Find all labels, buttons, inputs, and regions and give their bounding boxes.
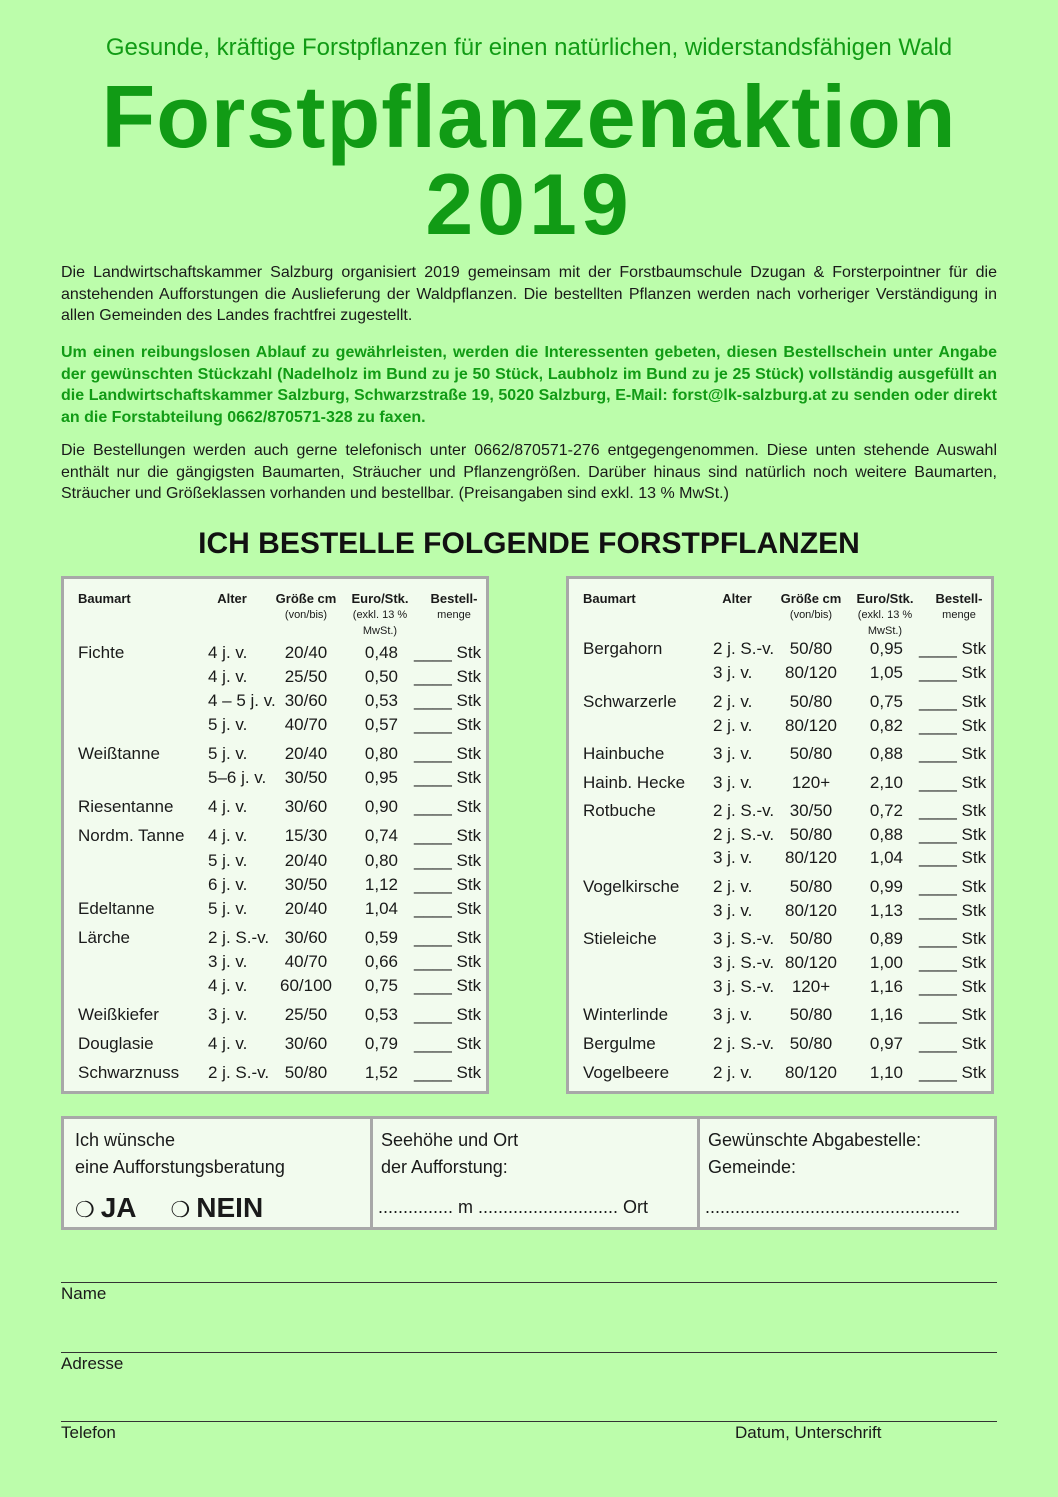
col-header-alter: Alter [722,591,752,606]
age-value: 2 j. v. [713,692,753,711]
table-row [64,824,486,848]
table-row [569,661,991,685]
quantity-field[interactable]: ____ Stk [919,877,987,896]
age-value: 2 j. S.-v. [713,639,775,658]
table-row [569,742,991,766]
size-value: 30/60 [284,1034,328,1053]
size-value: 30/60 [284,797,328,816]
size-value: 50/80 [789,639,833,658]
age-value: 3 j. v. [713,848,753,867]
table-row [569,690,991,714]
quantity-field[interactable]: ____ Stk [919,744,987,763]
col-header-baumart: Baumart [78,591,131,606]
quantity-field[interactable]: ____ Stk [919,929,987,948]
quantity-field[interactable]: ____ Stk [414,899,482,918]
price-value: 0,50 [364,667,398,686]
age-value: 4 j. v. [208,826,248,845]
delivery-fill-field[interactable]: ................................................... [705,1197,961,1217]
quantity-field[interactable]: ____ Stk [414,826,482,845]
size-value: 80/120 [785,848,837,867]
table-row [64,873,486,897]
species-name: Bergahorn [583,639,663,658]
delivery-line1: Gewünschte Abgabestelle: [708,1130,922,1150]
quantity-field[interactable]: ____ Stk [919,1005,987,1024]
col-header-euro: Euro/Stk. (exkl. 13 % MwSt.) [351,591,409,637]
deciduous-order-table [566,576,994,1094]
table-row [569,714,991,738]
age-value: 2 j. S.-v. [713,801,775,820]
col-header-menge: Bestell- menge [430,591,478,621]
delivery-cell [697,1119,994,1227]
quantity-field[interactable]: ____ Stk [414,851,482,870]
page-title: Forstpflanzenaktion [101,67,957,166]
table-row [64,950,486,974]
age-value: 3 j. v. [208,952,248,971]
size-value: 30/50 [284,875,328,894]
age-value: 4 – 5 j. v. [208,691,276,710]
price-value: 0,80 [364,744,398,763]
species-name: Nordm. Tanne [78,826,185,845]
size-value: 80/120 [785,1063,837,1082]
price-value: 2,10 [869,773,903,792]
table-row [569,846,991,870]
quantity-field[interactable]: ____ Stk [414,1063,482,1082]
size-value: 30/60 [284,928,328,947]
location-cell [370,1119,700,1227]
quantity-field[interactable]: ____ Stk [414,875,482,894]
price-value: 0,80 [364,851,398,870]
age-value: 3 j. v. [713,901,753,920]
price-value: 1,10 [869,1063,903,1082]
table-row [64,795,486,819]
species-name: Lärche [78,928,130,947]
tagline: Gesunde, kräftige Forstpflanzen für einen natürlichen, widerstandsfähigen Wald [105,34,953,61]
price-value: 1,16 [869,977,903,996]
age-value: 3 j. S.-v. [713,977,775,996]
species-name: Schwarznuss [78,1063,180,1082]
age-value: 3 j. v. [713,1005,753,1024]
age-value: 3 j. S.-v. [713,953,775,972]
table-row [569,927,991,951]
age-value: 5 j. v. [208,744,248,763]
order-heading: ICH BESTELLE FOLGENDE FORSTPFLANZEN [198,527,860,560]
table-row [64,713,486,737]
table-row [569,771,991,795]
age-value: 2 j. S.-v. [208,928,270,947]
price-value: 0,88 [869,744,903,763]
quantity-field[interactable]: ____ Stk [414,976,482,995]
col-header-alter: Alter [217,591,247,606]
species-name: Stieleiche [583,929,657,948]
radio-circle-icon[interactable]: ❍ [170,1197,191,1222]
price-value: 0,57 [364,715,398,734]
age-value: 3 j. v. [713,773,753,792]
quantity-field[interactable]: ____ Stk [919,1063,987,1082]
size-value: 20/40 [284,643,328,662]
quantity-field[interactable]: ____ Stk [919,692,987,711]
species-name: Schwarzerle [583,692,677,711]
species-name: Douglasie [78,1034,154,1053]
table-row [569,951,991,975]
species-name: Weißkiefer [78,1005,159,1024]
age-value: 4 j. v. [208,667,248,686]
delivery-label [708,1127,921,1181]
species-name: Hainbuche [583,744,665,763]
no-label: NEIN [196,1192,264,1223]
price-value: 0,48 [364,643,398,662]
age-value: 3 j. v. [713,744,753,763]
age-value: 2 j. v. [713,716,753,735]
price-value: 1,52 [364,1063,398,1082]
table-row [64,849,486,873]
table-row [569,823,991,847]
species-name: Fichte [78,643,125,662]
quantity-field[interactable]: ____ Stk [919,825,987,844]
no-option[interactable] [171,1192,264,1223]
quantity-field[interactable]: ____ Stk [414,715,482,734]
conifer-order-table [61,576,489,1094]
quantity-field[interactable]: ____ Stk [919,1034,987,1053]
price-value: 0,72 [869,801,903,820]
price-value: 0,66 [364,952,398,971]
age-value: 2 j. v. [713,877,753,896]
price-value: 1,00 [869,953,903,972]
species-name: Vogelkirsche [583,877,680,896]
size-value: 80/120 [785,716,837,735]
size-value: 40/70 [284,952,328,971]
species-name: Hainb. Hecke [583,773,686,792]
table-row [569,975,991,999]
quantity-field[interactable]: ____ Stk [414,667,482,686]
order-details-box [61,1116,997,1230]
table-row [569,875,991,899]
info-paragraph: Die Bestellungen werden auch gerne telefonisch unter 0662/870571-276 entgegengenommen. Diese unten stehende Auswahl enthält nur die gängigsten Baumarten, Sträucher und Pflanzengrößen. Darüber hinaus sind natürlich noch weitere Baumarten, Sträucher und Größeklassen vorhanden und bestellbar. (Preisangaben sind exkl. 13 % MwSt.) [61,442,997,502]
col-header-menge: Bestell- menge [935,591,983,621]
price-value: 0,79 [364,1034,398,1053]
price-value: 0,59 [364,928,398,947]
price-value: 0,90 [364,797,398,816]
size-value: 20/40 [284,899,328,918]
price-value: 1,04 [364,899,398,918]
age-value: 2 j. S.-v. [713,825,775,844]
page-year: 2019 [425,157,633,253]
age-value: 3 j. S.-v. [713,929,775,948]
species-name: Rotbuche [583,801,656,820]
quantity-field[interactable]: ____ Stk [414,643,482,662]
age-value: 5 j. v. [208,715,248,734]
price-value: 0,89 [869,929,903,948]
quantity-field[interactable]: ____ Stk [919,639,987,658]
table-row [64,641,486,665]
age-value: 6 j. v. [208,875,248,894]
quantity-field[interactable]: ____ Stk [919,953,987,972]
size-value: 50/80 [789,1034,833,1053]
yes-label: JA [100,1192,137,1223]
species-name: Vogelbeere [583,1063,670,1082]
yes-option[interactable] [75,1192,137,1223]
size-value: 30/60 [284,691,328,710]
species-name: Weißtanne [78,744,160,763]
species-name: Edeltanne [78,899,155,918]
address-label: Adresse [61,1354,124,1373]
size-value: 50/80 [284,1063,328,1082]
quantity-field[interactable]: ____ Stk [919,848,987,867]
size-value: 50/80 [789,1005,833,1024]
species-name: Bergulme [583,1034,656,1053]
size-value: 80/120 [785,663,837,682]
quantity-field[interactable]: ____ Stk [414,1034,482,1053]
table-row [569,637,991,661]
age-value: 4 j. v. [208,976,248,995]
price-value: 0,95 [869,639,903,658]
size-value: 50/80 [789,744,833,763]
quantity-field[interactable]: ____ Stk [414,744,482,763]
size-value: 80/120 [785,901,837,920]
size-value: 120+ [791,977,831,996]
quantity-field[interactable]: ____ Stk [414,952,482,971]
age-value: 2 j. S.-v. [208,1063,270,1082]
table-row [64,1003,486,1027]
price-value: 1,05 [869,663,903,682]
price-value: 0,74 [364,826,398,845]
table-row [569,1032,991,1056]
size-value: 30/50 [284,768,328,787]
price-value: 0,75 [869,692,903,711]
quantity-field[interactable]: ____ Stk [919,977,987,996]
price-value: 0,88 [869,825,903,844]
size-value: 50/80 [789,692,833,711]
consultation-cell [64,1119,373,1227]
instruction-paragraph: Um einen reibungslosen Ablauf zu gewährleisten, werden die Interessenten gebeten, diesen Bestellschein unter Angabe der gewünschten Stückzahl (Nadelholz im Bund zu je 50 Stück, Laubholz im Bund zu je 25 Stück) vollständig ausgefüllt an die Landwirtschaftskammer Salzburg, Schwarzstraße 19, 5020 Salzburg, E-Mail: forst@lk-salzburg.at zu senden oder direkt an die Forstabteilung 0662/870571-328 zu faxen. [61,344,997,426]
quantity-field[interactable]: ____ Stk [414,797,482,816]
age-value: 4 j. v. [208,1034,248,1053]
consultation-line1: Ich wünsche [75,1130,176,1150]
consultation-line2: eine Aufforstungsberatung [75,1157,285,1177]
table-row [64,974,486,998]
location-line2: der Aufforstung: [381,1157,508,1177]
quantity-field[interactable]: ____ Stk [414,768,482,787]
col-header-groesse: Größe cm (von/bis) [780,591,842,621]
price-value: 1,04 [869,848,903,867]
location-fill-field[interactable]: ............... m ............................ Ort [378,1197,649,1217]
location-label [381,1127,518,1181]
age-value: 5 j. v. [208,899,248,918]
age-value: 4 j. v. [208,643,248,662]
price-value: 1,12 [364,875,398,894]
size-value: 50/80 [789,877,833,896]
price-value: 0,82 [869,716,903,735]
col-header-euro: Euro/Stk. (exkl. 13 % MwSt.) [856,591,914,637]
quantity-field[interactable]: ____ Stk [414,691,482,710]
age-value: 4 j. v. [208,797,248,816]
age-value: 5 j. v. [208,851,248,870]
table-row [569,1003,991,1027]
table-row [569,1061,991,1085]
quantity-field[interactable]: ____ Stk [414,928,482,947]
table-row [64,689,486,713]
quantity-field[interactable]: ____ Stk [919,901,987,920]
species-name: Winterlinde [583,1005,669,1024]
table-row [64,665,486,689]
quantity-field[interactable]: ____ Stk [919,773,987,792]
price-value: 0,53 [364,1005,398,1024]
size-value: 20/40 [284,744,328,763]
consultation-options [75,1194,263,1223]
size-value: 50/80 [789,929,833,948]
table-row [64,1032,486,1056]
size-value: 50/80 [789,825,833,844]
size-value: 30/50 [789,801,833,820]
age-value: 2 j. S.-v. [713,1034,775,1053]
table-row [64,926,486,950]
delivery-line2: Gemeinde: [708,1157,797,1177]
price-value: 0,75 [364,976,398,995]
size-value: 15/30 [284,826,328,845]
size-value: 25/50 [284,1005,328,1024]
table-row [569,899,991,923]
price-value: 0,99 [869,877,903,896]
col-header-baumart: Baumart [583,591,636,606]
age-value: 2 j. v. [713,1063,753,1082]
quantity-field[interactable]: ____ Stk [919,716,987,735]
price-value: 1,13 [869,901,903,920]
quantity-field[interactable]: ____ Stk [919,663,987,682]
age-value: 3 j. v. [208,1005,248,1024]
size-value: 40/70 [284,715,328,734]
quantity-field[interactable]: ____ Stk [919,801,987,820]
name-line[interactable] [61,1282,997,1283]
phone-line[interactable] [61,1421,997,1422]
size-value: 20/40 [284,851,328,870]
size-value: 25/50 [284,667,328,686]
address-line[interactable] [61,1352,997,1353]
phone-label: Telefon [61,1423,116,1442]
price-value: 0,53 [364,691,398,710]
table-row [64,1061,486,1085]
table-row [569,799,991,823]
size-value: 60/100 [280,976,332,995]
table-row [64,742,486,766]
location-line1: Seehöhe und Ort [381,1130,519,1150]
quantity-field[interactable]: ____ Stk [414,1005,482,1024]
name-label: Name [61,1284,107,1303]
intro-paragraph: Die Landwirtschaftskammer Salzburg organisiert 2019 gemeinsam mit der Forstbaumschule Dzugan & Forsterpointner für die anstehenden Aufforstungen die Auslieferung der Waldpflanzen. Die bestellten Pflanzen werden nach vorheriger Verständigung in allen Gemeinden des Landes frachtfrei zugestellt. [61,264,997,324]
size-value: 120+ [791,773,831,792]
table-row [64,766,486,790]
signature-label: Datum, Unterschrift [735,1423,882,1442]
size-value: 80/120 [785,953,837,972]
radio-circle-icon[interactable]: ❍ [75,1197,95,1222]
price-value: 0,97 [869,1034,903,1053]
price-value: 0,95 [364,768,398,787]
species-name: Riesentanne [78,797,174,816]
price-value: 1,16 [869,1005,903,1024]
col-header-groesse: Größe cm (von/bis) [275,591,337,621]
consultation-label [75,1127,285,1181]
age-value: 5–6 j. v. [208,768,267,787]
table-row [64,897,486,921]
age-value: 3 j. v. [713,663,753,682]
